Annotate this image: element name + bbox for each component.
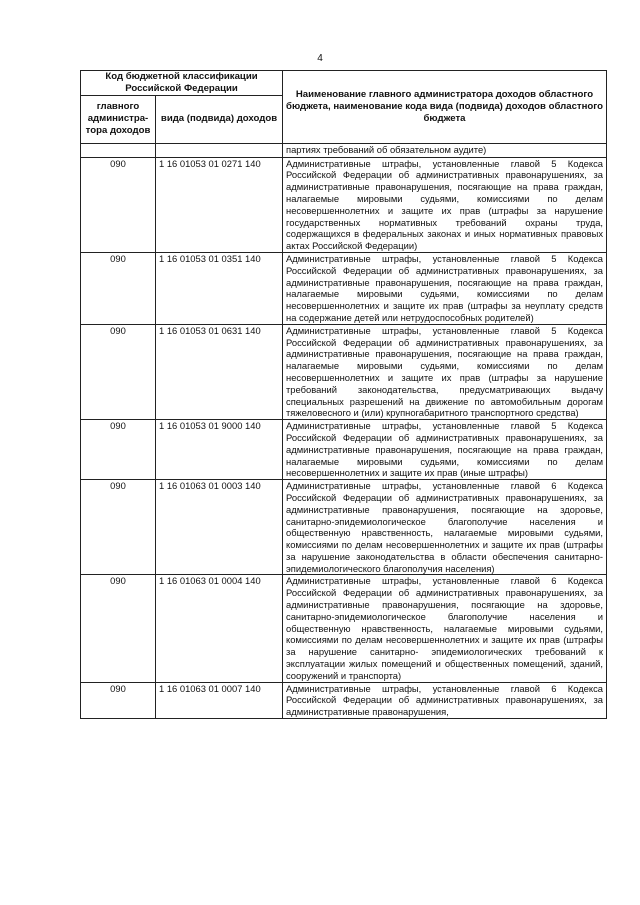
income-code-cell: 1 16 01053 01 0271 140 (156, 157, 283, 252)
header-admin-column: главного администра-тора доходов (81, 95, 156, 143)
page-number: 4 (317, 53, 323, 64)
description-cell: Административные штрафы, установленные главой 6 Кодекса Российской Федерации об административных правонарушениях, за административные правонарушения, (283, 682, 607, 718)
description-cell: Административные штрафы, установленные главой 5 Кодекса Российской Федерации об административных правонарушениях, за административные правонарушения, посягающие на права граждан, налагаемые мировыми судьями, комиссиями по делам несовершеннолетних и защите их прав (штрафы за нарушение требований законодательства, предусматривающих выдачу специальных разрешений на движение по автомобильным дорогам тяжеловесного и (или) крупногабаритного транспортного средства) (283, 324, 607, 419)
income-code-cell: 1 16 01053 01 0631 140 (156, 324, 283, 419)
header-row-1 (81, 71, 607, 96)
table-row (81, 157, 607, 252)
admin-code-cell: 090 (81, 157, 156, 252)
income-code-cell: 1 16 01063 01 0004 140 (156, 575, 283, 682)
admin-code-cell: 090 (81, 324, 156, 419)
description-cell: Административные штрафы, установленные главой 5 Кодекса Российской Федерации об административных правонарушениях, за административные правонарушения, посягающие на права граждан, налагаемые мировыми судьями, комиссиями по делам несовершеннолетних и защите их прав (штрафы за неуплату средств на содержание детей или нетрудоспособных родителей) (283, 252, 607, 324)
income-code-cell: 1 16 01063 01 0007 140 (156, 682, 283, 718)
header-code-column: вида (подвида) доходов (156, 95, 283, 143)
admin-code-cell: 090 (81, 575, 156, 682)
description-cell: Административные штрафы, установленные главой 6 Кодекса Российской Федерации об административных правонарушениях, за административные правонарушения, посягающие на здоровье, санитарно-эпидемиологическое благополучие населения и общественную нравственность, налагаемые мировыми судьями, комиссиями по делам несовершеннолетних и защите их прав (штрафы за нарушение законодательства в области обеспечения санитарно- эпидемиологического благополучия населения) (283, 480, 607, 575)
continuation-row (81, 143, 607, 157)
description-cell: Административные штрафы, установленные главой 5 Кодекса Российской Федерации об административных правонарушениях, за административные правонарушения, посягающие на права граждан, налагаемые мировыми судьями, комиссиями по делам несовершеннолетних и защите их прав (штрафы за нарушение государственных нормативных требований охраны труда, содержащихся в федеральных законах и иных нормативных правовых актах Российской Федерации) (283, 157, 607, 252)
table-row (81, 682, 607, 718)
header-group-title: Код бюджетной классификации Российской Федерации (81, 71, 283, 96)
continuation-code-cell (156, 143, 283, 157)
continuation-text: партиях требований об обязательном аудите) (283, 143, 607, 157)
admin-code-cell: 090 (81, 682, 156, 718)
table-row (81, 252, 607, 324)
admin-code-cell: 090 (81, 480, 156, 575)
table-row (81, 420, 607, 480)
admin-code-cell: 090 (81, 420, 156, 480)
table-row (81, 575, 607, 682)
header-name-column: Наименование главного администратора доходов областного бюджета, наименование кода вида (подвида) доходов областного бюджета (283, 71, 607, 144)
table-row (81, 324, 607, 419)
table-row (81, 480, 607, 575)
continuation-admin-cell (81, 143, 156, 157)
description-cell: Административные штрафы, установленные главой 6 Кодекса Российской Федерации об административных правонарушениях, за административные правонарушения, посягающие на здоровье, санитарно-эпидемиологическое благополучие населения и общественную нравственность, налагаемые мировыми судьями, комиссиями по делам несовершеннолетних и защите их прав (штрафы за нарушение санитарно- эпидемиологических требований к эксплуатации жилых помещений и общественных помещений, зданий, сооружений и транспорта) (283, 575, 607, 682)
description-cell: Административные штрафы, установленные главой 5 Кодекса Российской Федерации об административных правонарушениях, за административные правонарушения, посягающие на права граждан, налагаемые мировыми судьями, комиссиями по делам несовершеннолетних и защите их прав (иные штрафы) (283, 420, 607, 480)
income-code-cell: 1 16 01053 01 9000 140 (156, 420, 283, 480)
income-code-cell: 1 16 01053 01 0351 140 (156, 252, 283, 324)
budget-classification-table (80, 70, 607, 719)
admin-code-cell: 090 (81, 252, 156, 324)
income-code-cell: 1 16 01063 01 0003 140 (156, 480, 283, 575)
